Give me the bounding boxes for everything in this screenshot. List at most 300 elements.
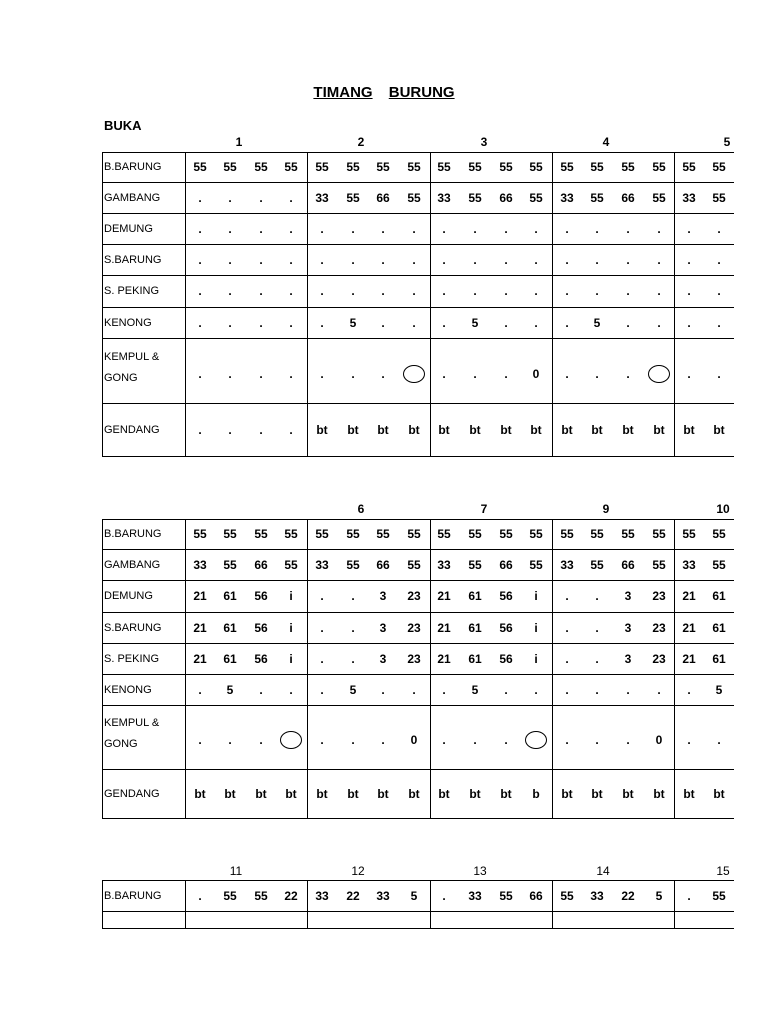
- note-cell: 5: [593, 315, 601, 330]
- note-cell: .: [504, 682, 508, 697]
- grid-line-horizontal: [102, 580, 734, 581]
- note-cell: b: [532, 786, 540, 801]
- note-cell: .: [687, 888, 691, 903]
- note-cell: .: [198, 366, 202, 381]
- note-cell: 61: [223, 589, 237, 603]
- note-cell: 33: [193, 557, 207, 572]
- note-cell: 55: [468, 190, 482, 205]
- block-number: 12: [351, 864, 365, 878]
- note-cell: .: [595, 284, 599, 298]
- note-cell: .: [259, 315, 263, 330]
- note-cell: .: [687, 284, 691, 298]
- note-cell: 55: [407, 557, 421, 572]
- note-cell: .: [442, 733, 446, 747]
- note-cell: bt: [255, 786, 267, 801]
- note-cell: bt: [683, 422, 695, 437]
- note-cell: 61: [468, 620, 482, 635]
- note-cell: 66: [376, 557, 390, 572]
- note-cell: 55: [590, 160, 604, 174]
- note-cell: .: [228, 366, 232, 381]
- note-cell: .: [626, 733, 630, 747]
- note-cell: .: [504, 221, 508, 236]
- note-cell: 3: [624, 651, 632, 666]
- note-cell: .: [320, 315, 324, 330]
- note-cell: .: [320, 221, 324, 236]
- note-cell: bt: [285, 786, 297, 801]
- note-cell: .: [687, 682, 691, 697]
- note-cell: 55: [223, 160, 237, 174]
- note-cell: .: [442, 888, 446, 903]
- note-cell: bt: [500, 422, 512, 437]
- note-cell: i: [534, 651, 538, 666]
- note-cell: 55: [621, 527, 635, 541]
- note-cell: 55: [529, 160, 543, 174]
- note-cell: .: [717, 315, 721, 330]
- row-label: S.BARUNG: [104, 253, 162, 266]
- grid-line-vertical: [102, 152, 103, 456]
- note-cell: .: [320, 733, 324, 747]
- block-number: 4: [602, 135, 610, 149]
- note-cell: 21: [193, 651, 207, 666]
- note-cell: .: [595, 733, 599, 747]
- note-cell: .: [442, 284, 446, 298]
- note-cell: 66: [254, 557, 268, 572]
- block-number: 2: [357, 135, 365, 149]
- note-cell: bt: [530, 422, 542, 437]
- note-cell: .: [259, 221, 263, 236]
- note-cell: .: [198, 190, 202, 205]
- note-cell: 55: [652, 190, 666, 205]
- note-cell: .: [565, 651, 569, 666]
- note-cell: i: [289, 589, 293, 603]
- note-cell: .: [198, 682, 202, 697]
- note-cell: 3: [379, 620, 387, 635]
- note-cell: .: [595, 682, 599, 697]
- note-cell: bt: [316, 422, 328, 437]
- note-cell: bt: [622, 786, 634, 801]
- grid-line-horizontal: [102, 152, 734, 153]
- note-cell: .: [626, 315, 630, 330]
- gong-circle-icon: [403, 365, 425, 383]
- grid-line-horizontal: [102, 880, 734, 881]
- note-cell: 3: [379, 651, 387, 666]
- grid-line-vertical: [552, 880, 553, 928]
- note-cell: 55: [682, 160, 696, 174]
- note-cell: .: [259, 252, 263, 267]
- note-cell: .: [473, 221, 477, 236]
- note-cell: .: [320, 252, 324, 267]
- note-cell: bt: [194, 786, 206, 801]
- note-cell: .: [565, 682, 569, 697]
- note-cell: .: [717, 221, 721, 236]
- note-cell: 55: [590, 190, 604, 205]
- note-cell: .: [198, 284, 202, 298]
- note-cell: .: [198, 315, 202, 330]
- note-cell: .: [320, 284, 324, 298]
- note-cell: .: [198, 733, 202, 747]
- note-cell: .: [289, 366, 293, 381]
- note-cell: 55: [254, 888, 268, 903]
- note-cell: 55: [437, 527, 451, 541]
- note-cell: .: [412, 682, 416, 697]
- note-cell: 66: [621, 190, 635, 205]
- note-cell: 55: [712, 557, 726, 572]
- note-cell: .: [381, 366, 385, 381]
- note-cell: .: [198, 422, 202, 437]
- note-cell: .: [442, 252, 446, 267]
- note-cell: .: [595, 651, 599, 666]
- block-number: 1: [235, 135, 243, 149]
- grid-line-horizontal: [102, 643, 734, 644]
- grid-line-horizontal: [102, 928, 734, 929]
- note-cell: 55: [346, 190, 360, 205]
- note-cell: bt: [377, 422, 389, 437]
- note-cell: .: [717, 733, 721, 747]
- note-cell: .: [228, 190, 232, 205]
- row-label: KENONG: [104, 316, 152, 329]
- block-number: 5: [723, 135, 731, 149]
- note-cell: 5: [471, 682, 479, 697]
- note-cell: bt: [653, 422, 665, 437]
- note-cell: 55: [437, 160, 451, 174]
- note-cell: .: [687, 733, 691, 747]
- grid-line-horizontal: [102, 769, 734, 770]
- note-cell: bt: [347, 786, 359, 801]
- note-cell: 55: [346, 557, 360, 572]
- note-cell: 21: [437, 589, 451, 603]
- note-cell: bt: [377, 786, 389, 801]
- section-label: BUKA: [104, 118, 142, 133]
- note-cell: 66: [499, 190, 513, 205]
- note-cell: i: [289, 651, 293, 666]
- note-cell: 5: [349, 315, 357, 330]
- note-cell: bt: [683, 786, 695, 801]
- note-cell: .: [565, 620, 569, 635]
- row-label: DEMUNG: [104, 222, 153, 235]
- note-cell: .: [626, 284, 630, 298]
- note-cell: .: [595, 366, 599, 381]
- note-cell: 5: [226, 682, 234, 697]
- note-cell: bt: [347, 422, 359, 437]
- note-cell: 55: [590, 557, 604, 572]
- note-cell: bt: [438, 786, 450, 801]
- note-cell: .: [504, 315, 508, 330]
- note-cell: 55: [560, 527, 574, 541]
- grid-line-horizontal: [102, 213, 734, 214]
- block-number: 14: [596, 864, 610, 878]
- note-cell: 33: [315, 888, 329, 903]
- note-cell: 33: [376, 888, 390, 903]
- note-cell: 23: [407, 589, 421, 603]
- note-cell: bt: [622, 422, 634, 437]
- row-label: GONG: [104, 371, 138, 384]
- note-cell: .: [289, 221, 293, 236]
- note-cell: .: [351, 733, 355, 747]
- note-cell: .: [259, 682, 263, 697]
- note-cell: 55: [529, 190, 543, 205]
- note-cell: 61: [223, 651, 237, 666]
- note-cell: 55: [560, 888, 574, 903]
- note-cell: bt: [653, 786, 665, 801]
- note-cell: .: [473, 733, 477, 747]
- note-cell: 21: [193, 620, 207, 635]
- note-cell: bt: [591, 786, 603, 801]
- note-cell: .: [289, 682, 293, 697]
- note-cell: .: [381, 682, 385, 697]
- note-cell: bt: [224, 786, 236, 801]
- note-cell: .: [717, 252, 721, 267]
- note-cell: 33: [315, 557, 329, 572]
- note-cell: i: [534, 589, 538, 603]
- grid-line-horizontal: [102, 403, 734, 404]
- note-cell: 55: [407, 160, 421, 174]
- note-cell: .: [595, 221, 599, 236]
- grid-line-vertical: [102, 519, 103, 818]
- note-cell: bt: [500, 786, 512, 801]
- note-cell: .: [534, 315, 538, 330]
- note-cell: 33: [437, 190, 451, 205]
- note-cell: .: [687, 252, 691, 267]
- note-cell: .: [381, 284, 385, 298]
- block-number: 7: [480, 502, 488, 516]
- note-cell: 33: [437, 557, 451, 572]
- note-cell: .: [381, 221, 385, 236]
- grid-line-vertical: [674, 880, 675, 928]
- note-cell: 61: [712, 589, 726, 603]
- note-cell: .: [657, 284, 661, 298]
- note-cell: .: [534, 252, 538, 267]
- note-cell: 55: [499, 527, 513, 541]
- note-cell: bt: [561, 422, 573, 437]
- note-cell: .: [595, 252, 599, 267]
- note-cell: 55: [712, 160, 726, 174]
- note-cell: 5: [715, 682, 723, 697]
- grid-line-horizontal: [102, 244, 734, 245]
- grid-line-horizontal: [102, 338, 734, 339]
- row-label: DEMUNG: [104, 590, 153, 602]
- note-cell: 33: [682, 557, 696, 572]
- row-label: S. PEKING: [104, 285, 160, 297]
- note-cell: .: [626, 252, 630, 267]
- note-cell: 55: [376, 527, 390, 541]
- note-cell: .: [351, 620, 355, 635]
- row-label: S.BARUNG: [104, 621, 162, 634]
- page-title: TIMANG BURUNG: [313, 84, 455, 101]
- note-cell: 55: [407, 190, 421, 205]
- note-cell: 33: [315, 190, 329, 205]
- note-cell: .: [565, 366, 569, 381]
- note-cell: 5: [655, 888, 663, 903]
- note-cell: .: [687, 221, 691, 236]
- note-cell: .: [717, 366, 721, 381]
- note-cell: 55: [652, 160, 666, 174]
- gong-circle-icon: [525, 731, 547, 749]
- note-cell: 55: [712, 888, 726, 903]
- note-cell: .: [320, 620, 324, 635]
- note-cell: .: [442, 366, 446, 381]
- row-label: GENDANG: [104, 787, 160, 800]
- note-cell: 33: [682, 190, 696, 205]
- note-cell: 55: [407, 527, 421, 541]
- block-number: 13: [473, 864, 487, 878]
- note-cell: .: [259, 190, 263, 205]
- note-cell: bt: [438, 422, 450, 437]
- note-cell: 56: [499, 651, 513, 666]
- block-number: 6: [357, 502, 365, 516]
- note-cell: bt: [561, 786, 573, 801]
- row-label: GAMBANG: [104, 191, 161, 204]
- note-cell: .: [687, 315, 691, 330]
- note-cell: 55: [560, 160, 574, 174]
- note-cell: 55: [346, 160, 360, 174]
- note-cell: .: [320, 366, 324, 381]
- note-cell: .: [412, 221, 416, 236]
- note-cell: 3: [624, 589, 632, 603]
- note-cell: 55: [652, 557, 666, 572]
- block-number: 11: [229, 864, 243, 878]
- note-cell: .: [504, 366, 508, 381]
- note-cell: 23: [652, 589, 666, 603]
- note-cell: 21: [682, 589, 696, 603]
- note-cell: 5: [471, 315, 479, 330]
- note-cell: .: [351, 252, 355, 267]
- note-cell: .: [198, 221, 202, 236]
- note-cell: 23: [407, 651, 421, 666]
- block-number: 15: [716, 864, 730, 878]
- note-cell: .: [442, 682, 446, 697]
- note-cell: .: [657, 682, 661, 697]
- note-cell: 55: [315, 160, 329, 174]
- note-cell: 55: [621, 160, 635, 174]
- row-label: S. PEKING: [104, 652, 160, 665]
- note-cell: 55: [223, 557, 237, 572]
- block-number: 3: [480, 135, 488, 149]
- note-cell: 55: [499, 160, 513, 174]
- note-cell: 21: [193, 589, 207, 603]
- note-cell: .: [228, 252, 232, 267]
- note-cell: .: [351, 589, 355, 603]
- note-cell: 0: [532, 366, 540, 381]
- note-cell: 61: [712, 620, 726, 635]
- note-cell: 56: [499, 589, 513, 603]
- grid-line-horizontal: [102, 818, 734, 819]
- row-label: KENONG: [104, 683, 152, 696]
- note-cell: .: [381, 733, 385, 747]
- note-cell: 22: [346, 888, 360, 903]
- note-cell: 55: [193, 160, 207, 174]
- note-cell: 22: [284, 888, 298, 903]
- note-cell: 0: [410, 733, 418, 747]
- grid-line-horizontal: [102, 456, 734, 457]
- note-cell: .: [626, 682, 630, 697]
- note-cell: 55: [529, 527, 543, 541]
- note-cell: .: [289, 252, 293, 267]
- note-cell: .: [320, 682, 324, 697]
- grid-line-horizontal: [102, 549, 734, 550]
- grid-line-horizontal: [102, 911, 734, 912]
- note-cell: 55: [376, 160, 390, 174]
- note-cell: 55: [284, 557, 298, 572]
- grid-line-horizontal: [102, 705, 734, 706]
- grid-line-horizontal: [102, 674, 734, 675]
- note-cell: bt: [316, 786, 328, 801]
- note-cell: 21: [437, 620, 451, 635]
- note-cell: 55: [284, 527, 298, 541]
- row-label: B.BARUNG: [104, 161, 162, 173]
- note-cell: 66: [621, 557, 635, 572]
- note-cell: 55: [712, 527, 726, 541]
- note-cell: bt: [408, 786, 420, 801]
- note-cell: .: [320, 589, 324, 603]
- note-cell: .: [442, 221, 446, 236]
- note-cell: .: [228, 315, 232, 330]
- gong-circle-icon: [648, 365, 670, 383]
- note-cell: .: [259, 733, 263, 747]
- row-label: B.BARUNG: [104, 528, 162, 540]
- grid-line-horizontal: [102, 182, 734, 183]
- note-cell: bt: [469, 786, 481, 801]
- grid-line-horizontal: [102, 307, 734, 308]
- grid-line-vertical: [185, 880, 186, 928]
- note-cell: i: [289, 620, 293, 635]
- note-cell: .: [626, 221, 630, 236]
- note-cell: 55: [254, 160, 268, 174]
- block-number: 9: [602, 502, 610, 516]
- note-cell: .: [595, 589, 599, 603]
- grid-line-horizontal: [102, 275, 734, 276]
- note-cell: 66: [499, 557, 513, 572]
- note-cell: 55: [468, 557, 482, 572]
- note-cell: .: [381, 315, 385, 330]
- note-cell: 55: [529, 557, 543, 572]
- note-cell: .: [565, 733, 569, 747]
- note-cell: .: [504, 284, 508, 298]
- note-cell: .: [504, 252, 508, 267]
- note-cell: .: [565, 315, 569, 330]
- note-cell: .: [228, 221, 232, 236]
- row-label: GENDANG: [104, 423, 160, 436]
- note-cell: 21: [682, 651, 696, 666]
- note-cell: 33: [590, 888, 604, 903]
- note-cell: .: [289, 315, 293, 330]
- note-cell: .: [717, 284, 721, 298]
- grid-line-horizontal: [102, 519, 734, 520]
- note-cell: .: [565, 221, 569, 236]
- note-cell: .: [565, 252, 569, 267]
- note-cell: .: [534, 682, 538, 697]
- note-cell: .: [412, 284, 416, 298]
- note-cell: .: [351, 651, 355, 666]
- note-cell: 66: [376, 190, 390, 205]
- note-cell: .: [412, 315, 416, 330]
- note-cell: bt: [408, 422, 420, 437]
- note-cell: 55: [682, 527, 696, 541]
- note-cell: 56: [254, 651, 268, 666]
- note-cell: 55: [499, 888, 513, 903]
- note-cell: .: [228, 422, 232, 437]
- note-cell: .: [351, 284, 355, 298]
- note-cell: 3: [379, 589, 387, 603]
- note-cell: 22: [621, 888, 635, 903]
- note-cell: 61: [223, 620, 237, 635]
- row-label: GONG: [104, 738, 138, 750]
- note-cell: bt: [713, 786, 725, 801]
- note-cell: 21: [437, 651, 451, 666]
- note-cell: .: [412, 252, 416, 267]
- note-cell: 55: [284, 160, 298, 174]
- note-cell: 66: [529, 888, 543, 903]
- note-cell: .: [657, 221, 661, 236]
